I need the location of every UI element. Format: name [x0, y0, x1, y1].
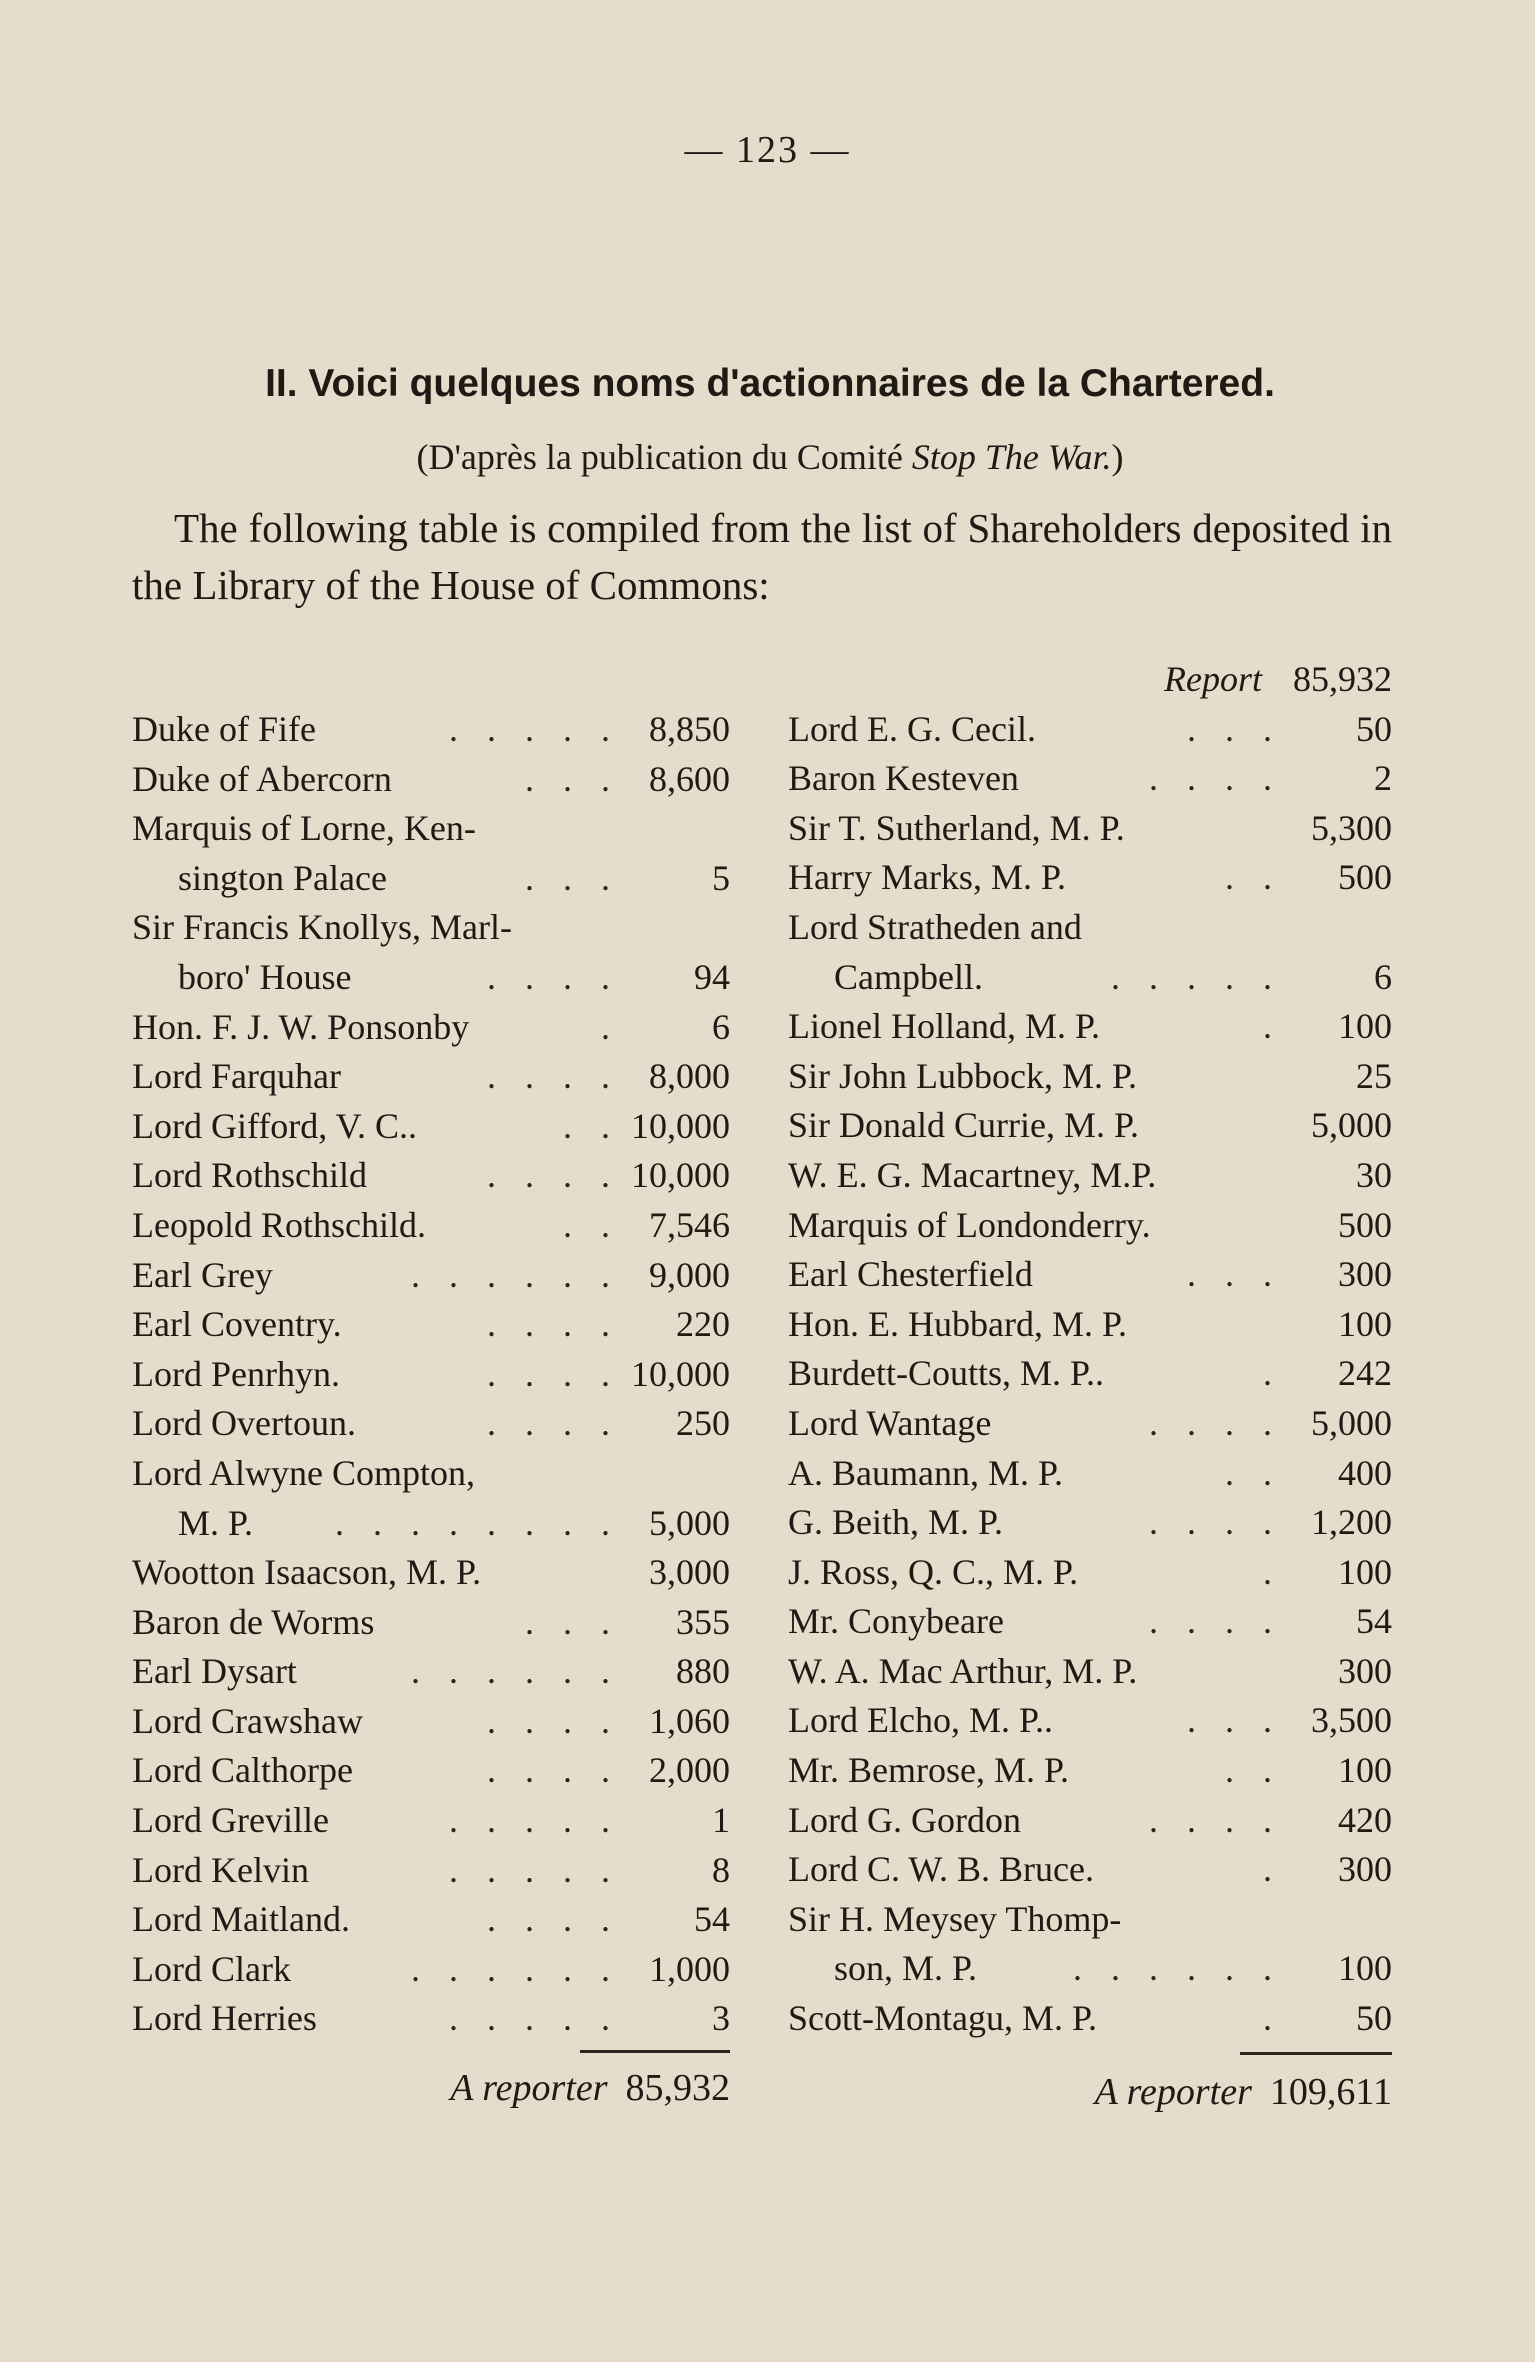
- left-subtotal-label: A reporter: [450, 2067, 608, 2109]
- share-amount: 3,500: [1311, 1700, 1392, 1741]
- shareholder-row: [132, 1697, 730, 1747]
- shareholder-name: Earl Dysart: [132, 1651, 297, 1692]
- shareholder-name: Lord C. W. B. Bruce.: [788, 1849, 1094, 1890]
- share-amount: 5: [712, 857, 730, 898]
- shareholder-name: Lord Stratheden and: [788, 906, 1082, 947]
- shareholder-name: Sir Francis Knollys, Marl-: [132, 907, 512, 948]
- shareholder-row: [788, 1052, 1392, 1102]
- leader-dots: . . . .: [487, 1899, 620, 1940]
- shareholder-name: Lord Crawshaw: [132, 1700, 363, 1741]
- right-subtotal-amount: 109,611: [1269, 2071, 1392, 2113]
- source-note-suffix: ): [1111, 437, 1124, 477]
- shareholder-row: [788, 1151, 1392, 1201]
- shareholder-name: G. Beith, M. P.: [788, 1502, 1004, 1543]
- shareholder-row: [788, 1845, 1392, 1895]
- shareholder-row: [132, 755, 730, 805]
- leader-dots: . .: [563, 1105, 620, 1146]
- shareholder-row: [788, 1548, 1392, 1598]
- shareholder-row: [132, 804, 730, 854]
- shareholder-name: Lord Wantage: [788, 1402, 992, 1443]
- leader-dots: . . . .: [487, 1403, 620, 1444]
- share-amount: 300: [1338, 1254, 1392, 1295]
- leader-dots: . . .: [525, 758, 620, 799]
- shareholder-row: [132, 1846, 730, 1896]
- shareholder-name: son, M. P.: [834, 1948, 978, 1989]
- share-amount: 100: [1338, 1551, 1392, 1592]
- leader-dots: . . . . . .: [411, 1948, 620, 1989]
- shareholder-name: Earl Coventry.: [132, 1304, 342, 1345]
- shareholder-name: Lord Calthorpe: [132, 1750, 353, 1791]
- shareholder-name: Sir John Lubbock, M. P.: [788, 1055, 1138, 1096]
- share-amount: 400: [1338, 1452, 1392, 1493]
- shareholder-name: Lord Farquhar: [132, 1056, 341, 1097]
- leader-dots: .: [1263, 1353, 1282, 1394]
- share-amount: 220: [676, 1304, 730, 1345]
- share-amount: 50: [1356, 1998, 1392, 2039]
- source-note-prefix: (D'après la publication du Comité: [416, 437, 912, 477]
- shareholder-name: Lord Overtoun.: [132, 1403, 356, 1444]
- shareholder-row: [788, 1796, 1392, 1846]
- share-amount: 10,000: [631, 1155, 730, 1196]
- shareholder-row: [132, 854, 730, 904]
- leader-dots: .: [1263, 1551, 1282, 1592]
- shareholder-name: Burdett-Coutts, M. P..: [788, 1353, 1105, 1394]
- shareholder-name: Lord Alwyne Compton,: [132, 1452, 475, 1493]
- share-amount: 30: [1356, 1154, 1392, 1195]
- intro-text: The following table is compiled from the list of Shareholders deposited in the Library of the House of Commons:: [132, 505, 1392, 608]
- share-amount: 5,000: [649, 1502, 730, 1543]
- section-heading: II. Voici quelques noms d'actionnaires de la Chartered.: [265, 362, 1275, 405]
- shareholder-row: [788, 1597, 1392, 1647]
- share-amount: 500: [1338, 1204, 1392, 1245]
- share-amount: 1,200: [1311, 1502, 1392, 1543]
- shareholder-name: Baron Kesteven: [788, 758, 1019, 799]
- shareholder-row: [132, 1994, 730, 2044]
- leader-dots: . . . .: [487, 1353, 620, 1394]
- share-amount: 2,000: [649, 1750, 730, 1791]
- share-amount: 25: [1356, 1055, 1392, 1096]
- leader-dots: . . .: [525, 857, 620, 898]
- share-amount: 100: [1338, 1750, 1392, 1791]
- shareholder-row: [788, 1349, 1392, 1399]
- shareholder-row: [132, 1598, 730, 1648]
- share-amount: 5,000: [1311, 1402, 1392, 1443]
- leader-dots: . . . .: [1149, 758, 1282, 799]
- leader-dots: . . .: [1187, 1700, 1282, 1741]
- shareholder-row: [132, 1647, 730, 1697]
- shareholder-row: [788, 1498, 1392, 1548]
- shareholder-name: Harry Marks, M. P.: [788, 857, 1066, 898]
- leader-dots: . . . .: [487, 1700, 620, 1741]
- share-amount: 7,546: [649, 1204, 730, 1245]
- leader-dots: . .: [1225, 1750, 1282, 1791]
- left-subtotal: [450, 2066, 730, 2110]
- share-amount: 6: [1374, 956, 1392, 997]
- shareholder-name: Marquis of Londonderry.: [788, 1204, 1151, 1245]
- shareholders-left-column: [132, 705, 730, 2044]
- shareholder-row: [132, 1796, 730, 1846]
- leader-dots: . .: [563, 1204, 620, 1245]
- shareholder-row: [132, 1449, 730, 1499]
- shareholders-right-column: [788, 655, 1392, 2044]
- shareholder-row: [788, 1449, 1392, 1499]
- shareholder-row: [132, 953, 730, 1003]
- leader-dots: . . . . .: [449, 1998, 620, 2039]
- shareholder-row: [132, 1548, 730, 1598]
- shareholder-name: Duke of Abercorn: [132, 758, 392, 799]
- share-amount: 8,600: [649, 758, 730, 799]
- share-amount: 10,000: [631, 1105, 730, 1146]
- share-amount: 3,000: [649, 1552, 730, 1593]
- share-amount: 6: [712, 1006, 730, 1047]
- source-note-italic: Stop The War.: [911, 437, 1112, 477]
- shareholder-name: sington Palace: [178, 857, 387, 898]
- shareholder-row: [788, 1250, 1392, 1300]
- shareholder-name: M. P.: [178, 1502, 254, 1543]
- leader-dots: . . . .: [487, 1155, 620, 1196]
- intro-paragraph: [132, 500, 1392, 614]
- leader-dots: .: [1263, 1849, 1282, 1890]
- shareholder-name: Lord Greville: [132, 1800, 329, 1841]
- share-amount: 50: [1356, 708, 1392, 749]
- shareholder-name: Leopold Rothschild.: [132, 1204, 426, 1245]
- leader-dots: . . . .: [487, 1056, 620, 1097]
- shareholder-row: [132, 1300, 730, 1350]
- shareholder-row: [132, 1746, 730, 1796]
- shareholder-row: [132, 1251, 730, 1301]
- shareholder-row: [788, 1201, 1392, 1251]
- shareholder-name: Lord Kelvin: [132, 1849, 309, 1890]
- shareholder-row: [788, 705, 1392, 755]
- share-amount: 242: [1338, 1353, 1392, 1394]
- share-amount: 500: [1338, 857, 1392, 898]
- leader-dots: . . . .: [1149, 1601, 1282, 1642]
- shareholder-row: [132, 1151, 730, 1201]
- shareholder-name: Earl Grey: [132, 1254, 273, 1295]
- share-amount: 54: [1356, 1601, 1392, 1642]
- share-amount: 8: [712, 1849, 730, 1890]
- right-subtotal-label: A reporter: [1094, 2071, 1252, 2113]
- share-amount: 1,060: [649, 1700, 730, 1741]
- share-amount: 9,000: [649, 1254, 730, 1295]
- shareholder-row: [788, 903, 1392, 953]
- shareholder-name: Earl Chesterfield: [788, 1254, 1033, 1295]
- leader-dots: .: [1263, 1006, 1282, 1047]
- share-amount: 250: [676, 1403, 730, 1444]
- shareholder-name: Lord G. Gordon: [788, 1799, 1021, 1840]
- shareholder-row: [788, 953, 1392, 1003]
- shareholder-name: J. Ross, Q. C., M. P.: [788, 1551, 1079, 1592]
- share-amount: 1: [712, 1800, 730, 1841]
- leader-dots: . . . .: [1149, 1402, 1282, 1443]
- leader-dots: . . . .: [487, 956, 620, 997]
- shareholder-row: [788, 1101, 1392, 1151]
- share-amount: 300: [1338, 1849, 1392, 1890]
- shareholder-row: [788, 754, 1392, 804]
- shareholder-row: [788, 1300, 1392, 1350]
- shareholder-name: Duke of Fife: [132, 709, 316, 749]
- left-subtotal-amount: 85,932: [625, 2067, 730, 2109]
- shareholder-row: [132, 1003, 730, 1053]
- shareholder-row: [788, 1746, 1392, 1796]
- shareholder-row: [132, 1350, 730, 1400]
- share-amount: 8,000: [649, 1056, 730, 1097]
- share-amount: 420: [1338, 1799, 1392, 1840]
- shareholder-name: Scott-Montagu, M. P.: [788, 1998, 1098, 2039]
- share-amount: 10,000: [631, 1353, 730, 1394]
- share-amount: 300: [1338, 1650, 1392, 1691]
- leader-dots: . . . . .: [449, 1849, 620, 1890]
- shareholder-name: Wootton Isaacson, M. P.: [132, 1552, 482, 1593]
- leader-dots: . . . . . . . .: [335, 1502, 620, 1543]
- shareholder-name: W. A. Mac Arthur, M. P.: [788, 1650, 1138, 1691]
- shareholder-name: Mr. Bemrose, M. P.: [788, 1750, 1070, 1791]
- leader-dots: . . . . .: [1111, 956, 1282, 997]
- shareholder-name: boro' House: [178, 956, 352, 997]
- leader-dots: . .: [1225, 1452, 1282, 1493]
- leader-dots: . . . .: [1149, 1502, 1282, 1543]
- shareholder-row: [132, 705, 730, 755]
- shareholder-name: Sir Donald Currie, M. P.: [788, 1105, 1139, 1146]
- shareholder-name: Lord Elcho, M. P..: [788, 1700, 1053, 1741]
- shareholder-row: [788, 804, 1392, 854]
- share-amount: 8,850: [649, 709, 730, 749]
- leader-dots: . . . . .: [449, 709, 620, 749]
- leader-dots: .: [601, 1006, 620, 1047]
- shareholder-name: Baron de Worms: [132, 1601, 375, 1642]
- shareholder-name: Marquis of Lorne, Ken-: [132, 808, 476, 849]
- shareholder-name: Lionel Holland, M. P.: [788, 1006, 1100, 1047]
- left-total-rule: [580, 2050, 730, 2053]
- shareholder-name: Lord Gifford, V. C..: [132, 1105, 418, 1146]
- shareholder-row: [132, 1945, 730, 1995]
- share-amount: 100: [1338, 1303, 1392, 1344]
- shareholder-row: [132, 1052, 730, 1102]
- leader-dots: . . . .: [487, 1750, 620, 1791]
- leader-dots: . . . . . .: [411, 1651, 620, 1692]
- shareholder-name: Lord E. G. Cecil.: [788, 708, 1036, 749]
- right-total-rule: [1240, 2052, 1392, 2055]
- shareholder-row: [788, 1994, 1392, 2044]
- shareholder-name: W. E. G. Macartney, M.P.: [788, 1154, 1157, 1195]
- share-amount: 3: [712, 1998, 730, 2039]
- page-number: — 123 —: [684, 129, 851, 171]
- share-amount: 100: [1338, 1006, 1392, 1047]
- shareholder-name: Lord Herries: [132, 1998, 317, 2039]
- leader-dots: . . . .: [1149, 1799, 1282, 1840]
- shareholder-name: Hon. E. Hubbard, M. P.: [788, 1303, 1127, 1344]
- shareholder-row: [132, 1399, 730, 1449]
- carry-forward-label: Report: [1164, 659, 1262, 699]
- leader-dots: . . .: [1187, 1254, 1282, 1295]
- shareholder-row: [788, 1002, 1392, 1052]
- share-amount: 1,000: [649, 1948, 730, 1989]
- shareholder-row: [132, 1895, 730, 1945]
- carry-forward-row: [788, 655, 1392, 705]
- leader-dots: . . . . . .: [411, 1254, 620, 1295]
- share-amount: 355: [676, 1601, 730, 1642]
- shareholder-row: [132, 1102, 730, 1152]
- shareholder-name: Campbell.: [834, 956, 983, 997]
- shareholder-row: [788, 1696, 1392, 1746]
- shareholder-row: [788, 1944, 1392, 1994]
- shareholder-row: [788, 853, 1392, 903]
- shareholder-name: Sir H. Meysey Thomp-: [788, 1898, 1122, 1939]
- share-amount: 100: [1338, 1948, 1392, 1989]
- shareholder-row: [788, 1399, 1392, 1449]
- share-amount: 54: [694, 1899, 730, 1940]
- shareholder-name: Hon. F. J. W. Ponsonby: [132, 1006, 470, 1047]
- leader-dots: . . . .: [487, 1304, 620, 1345]
- shareholder-name: Mr. Conybeare: [788, 1601, 1004, 1642]
- shareholder-row: [788, 1895, 1392, 1945]
- shareholder-name: Lord Rothschild: [132, 1155, 367, 1196]
- carry-forward-amount: 85,932: [1293, 659, 1392, 699]
- shareholder-name: Lord Clark: [132, 1948, 291, 1989]
- leader-dots: . . . . .: [449, 1800, 620, 1841]
- right-subtotal: [1095, 2070, 1392, 2114]
- leader-dots: . . .: [525, 1601, 620, 1642]
- shareholder-row: [788, 1647, 1392, 1697]
- share-amount: 5,300: [1311, 807, 1392, 848]
- share-amount: 5,000: [1311, 1105, 1392, 1146]
- source-note: [120, 436, 1420, 478]
- shareholder-row: [132, 1499, 730, 1549]
- shareholder-name: Sir T. Sutherland, M. P.: [788, 807, 1125, 848]
- shareholder-row: [132, 1201, 730, 1251]
- shareholder-name: Lord Maitland.: [132, 1899, 350, 1940]
- share-amount: 2: [1374, 758, 1392, 799]
- leader-dots: . . .: [1187, 708, 1282, 749]
- leader-dots: . .: [1225, 857, 1282, 898]
- shareholder-name: Lord Penrhyn.: [132, 1353, 340, 1394]
- leader-dots: .: [1263, 1998, 1282, 2039]
- leader-dots: . . . . . .: [1073, 1948, 1282, 1989]
- share-amount: 880: [676, 1651, 730, 1692]
- share-amount: 94: [694, 956, 730, 997]
- shareholder-row: [132, 903, 730, 953]
- shareholder-name: A. Baumann, M. P.: [788, 1452, 1064, 1493]
